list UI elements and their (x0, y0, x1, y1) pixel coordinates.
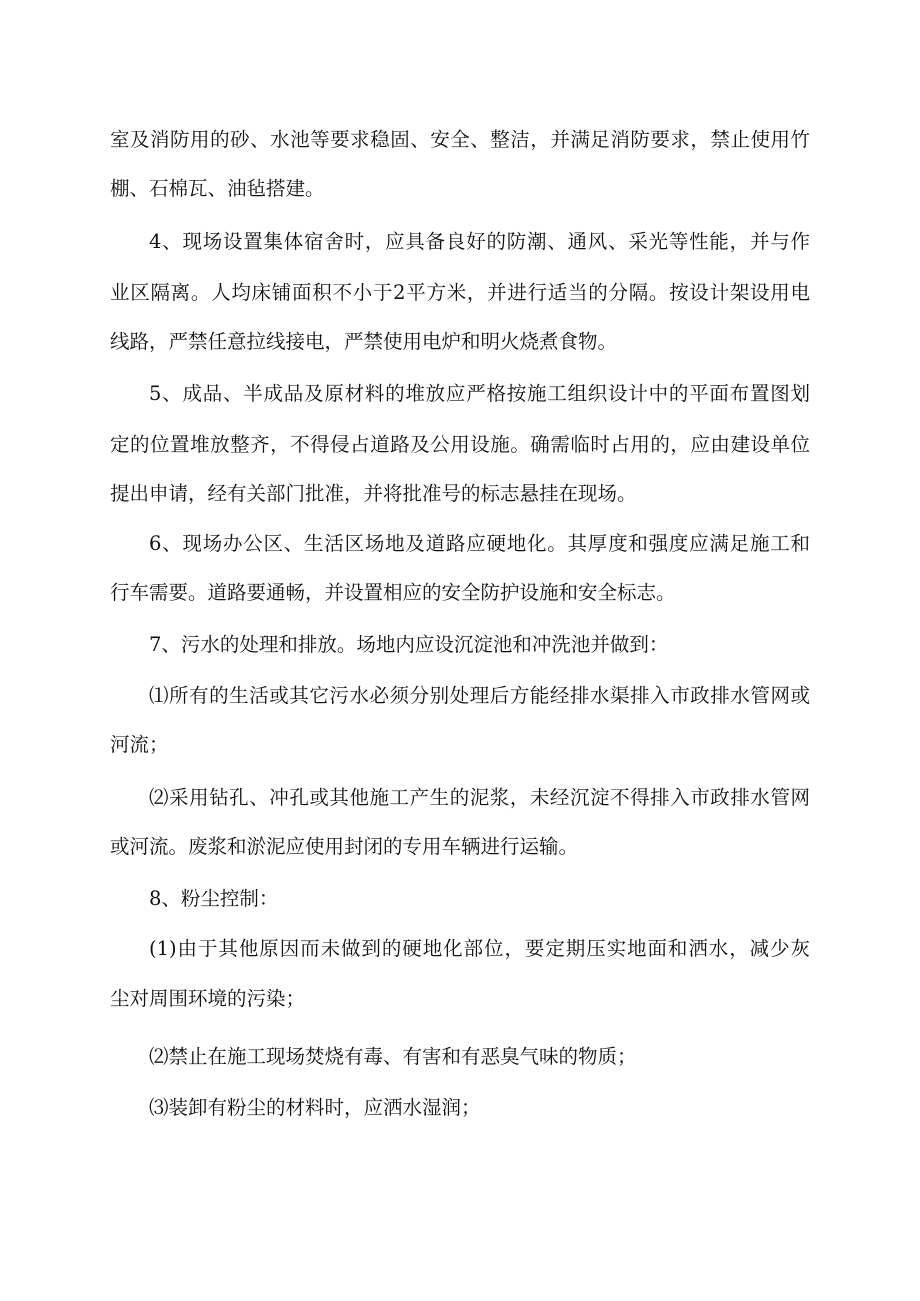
paragraph-start-line: 7、污水的处理和排放。场地内应设沉淀池和冲洗池并做到： (149, 633, 669, 656)
text-line: 行车需要。道路要通畅，并设置相应的安全防护设施和安全标志。 (110, 581, 676, 604)
paragraph-start-line: (1)由于其他原因而未做到的硬地化部位，要定期压实地面和洒水，减少灰 (149, 937, 810, 960)
paragraph-start-line: 6、现场办公区、生活区场地及道路应硬地化。其厚度和强度应满足施工和 (149, 532, 810, 555)
paragraph-start-line: ⑶装卸有粉尘的材料时，应洒水湿润； (149, 1096, 481, 1119)
text-line: 室及消防用的砂、水池等要求稳固、安全、整洁，并满足消防要求，禁止使用竹 (110, 128, 810, 151)
text-line: 尘对周围环境的污染； (110, 987, 306, 1010)
text-line: 或河流。废浆和淤泥应使用封闭的专用车辆进行运输。 (110, 835, 579, 858)
paragraph-start-line: 4、现场设置集体宿舍时，应具备良好的防潮、通风、采光等性能，并与作 (149, 230, 810, 253)
text-line: 提出申请，经有关部门批准，并将批准号的标志悬挂在现场。 (110, 482, 637, 505)
paragraph-start-line: 8、粉尘控制： (149, 887, 279, 910)
paragraph-start-line: 5、成品、半成品及原材料的堆放应严格按施工组织设计中的平面布置图划 (149, 382, 810, 405)
text-line: 河流； (110, 733, 169, 756)
text-line: 定的位置堆放整齐，不得侵占道路及公用设施。确需临时占用的，应由建设单位 (110, 433, 810, 456)
paragraph-start-line: ⑵采用钻孔、冲孔或其他施工产生的泥浆，未经沉淀不得排入市政排水管网 (149, 786, 810, 809)
paragraph-start-line: ⑴所有的生活或其它污水必须分别处理后方能经排水渠排入市政排水管网或 (149, 684, 810, 707)
text-line: 线路，严禁任意拉线接电，严禁使用电炉和明火烧煮食物。 (110, 330, 618, 353)
paragraph-start-line: ⑵禁止在施工现场焚烧有毒、有害和有恶臭气味的物质； (149, 1045, 637, 1068)
text-line: 棚、石棉瓦、油毡搭建。 (110, 177, 325, 200)
text-line: 业区隔离。人均床铺面积不小于2平方米，并进行适当的分隔。按设计架设用电 (110, 281, 810, 304)
